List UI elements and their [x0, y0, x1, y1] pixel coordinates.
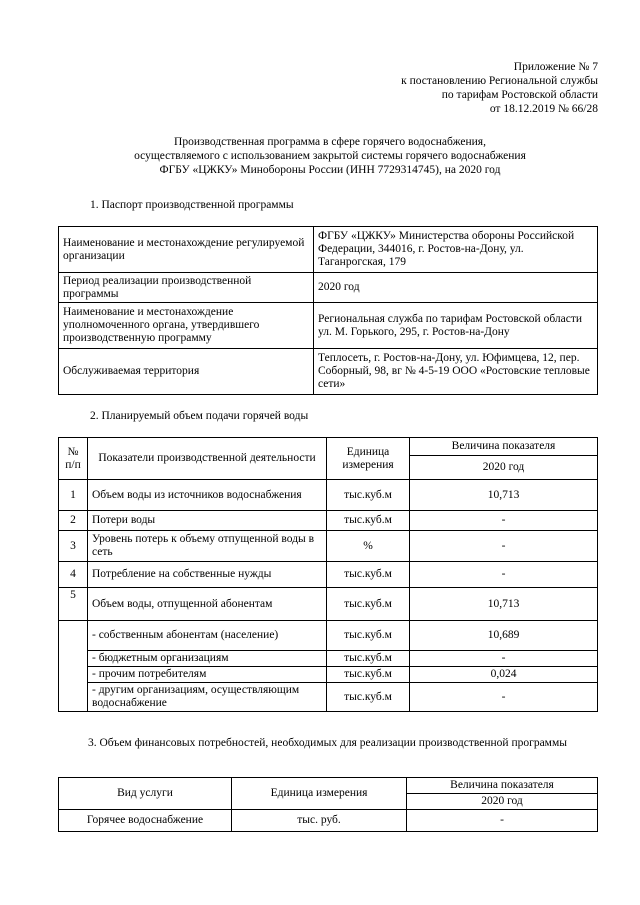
- row-unit: тыс.куб.м: [327, 588, 410, 621]
- row-unit: тыс.куб.м: [327, 562, 410, 588]
- financial-table: [58, 777, 598, 832]
- row-unit: тыс. руб.: [232, 810, 407, 832]
- row-value: -: [410, 511, 598, 531]
- row-num: 4: [59, 562, 88, 588]
- col-header-value: Величина показателя: [410, 438, 598, 456]
- row-num: 1: [59, 480, 88, 511]
- appendix-ref-line: к постановлению Региональной службы: [401, 75, 598, 87]
- row-value: 10,713: [410, 588, 598, 621]
- col-header-value: Величина показателя: [407, 778, 598, 794]
- row-name: - собственным абонентам (население): [88, 621, 327, 651]
- passport-label: Наименование и местонахождение регулируемой организации: [59, 227, 314, 273]
- row-unit: тыс.куб.м: [327, 651, 410, 667]
- row-value: 0,024: [410, 667, 598, 683]
- passport-value: ФГБУ «ЦЖКУ» Министерства обороны Российской Федерации, 344016, г. Ростов-на-Дону, ул. Таганрогская, 179: [314, 227, 598, 273]
- section3-heading: 3. Объем финансовых потребностей, необходимых для реализации производственной программы: [88, 737, 567, 749]
- document-title: [60, 135, 600, 177]
- row-value: -: [410, 531, 598, 562]
- row-unit: тыс.куб.м: [327, 511, 410, 531]
- row-num: 5: [59, 588, 88, 621]
- row-num: 3: [59, 531, 88, 562]
- row-unit: тыс.куб.м: [327, 667, 410, 683]
- row-unit: тыс.куб.м: [327, 683, 410, 712]
- row-value: 10,713: [410, 480, 598, 511]
- table-row: [59, 531, 598, 562]
- section2-heading: 2. Планируемый объем подачи горячей воды: [90, 410, 309, 422]
- row-service: Горячее водоснабжение: [59, 810, 232, 832]
- table-row: [59, 810, 598, 832]
- water-volume-table: [58, 437, 598, 712]
- col-header-service: Вид услуги: [59, 778, 232, 810]
- table-row: [59, 651, 598, 667]
- appendix-number: Приложение № 7: [513, 61, 598, 73]
- passport-label: Наименование и местонахождение уполномоченного органа, утвердившего производственную программу: [59, 303, 314, 349]
- table-row: [59, 480, 598, 511]
- passport-value: Теплосеть, г. Ростов-на-Дону, ул. Юфимцева, 12, пер. Соборный, 98, вг № 4-5-19 ООО «Ростовские тепловые сети»: [314, 349, 598, 395]
- row-name: - другим организациям, осуществляющим водоснабжение: [88, 683, 327, 712]
- title-line: осуществляемого с использованием закрытой системы горячего водоснабжения: [134, 150, 526, 162]
- row-unit: тыс.куб.м: [327, 621, 410, 651]
- row-name: Уровень потерь к объему отпущенной воды в сеть: [88, 531, 327, 562]
- row-name: Потери воды: [88, 511, 327, 531]
- title-line: ФГБУ «ЦЖКУ» Минобороны России (ИНН 7729314745), на 2020 год: [159, 164, 501, 176]
- table-header-row: [59, 778, 598, 794]
- appendix-date: от 18.12.2019 № 66/28: [489, 103, 598, 115]
- col-header-unit: Единица измерения: [232, 778, 407, 810]
- row-name: Потребление на собственные нужды: [88, 562, 327, 588]
- row-name: Объем воды, отпущенной абонентам: [88, 588, 327, 621]
- passport-label: Период реализации производственной программы: [59, 273, 314, 303]
- passport-value: Региональная служба по тарифам Ростовской области ул. М. Горького, 295, г. Ростов-на-Дону: [314, 303, 598, 349]
- table-row: [59, 511, 598, 531]
- row-value: -: [407, 810, 598, 832]
- col-header-num: № п/п: [59, 438, 88, 480]
- row-name: - бюджетным организациям: [88, 651, 327, 667]
- row-value: 10,689: [410, 621, 598, 651]
- title-line: Производственная программа в сфере горячего водоснабжения,: [174, 136, 486, 148]
- passport-value: 2020 год: [314, 273, 598, 303]
- col-header-year: 2020 год: [407, 794, 598, 810]
- table-row: [59, 349, 598, 395]
- appendix-ref-line: по тарифам Ростовской области: [441, 89, 598, 101]
- passport-label: Обслуживаемая территория: [59, 349, 314, 395]
- appendix-header: [401, 60, 598, 116]
- table-row: [59, 562, 598, 588]
- table-row: [59, 667, 598, 683]
- row-num: 2: [59, 511, 88, 531]
- row-name: Объем воды из источников водоснабжения: [88, 480, 327, 511]
- passport-table: [58, 226, 598, 395]
- table-row: [59, 273, 598, 303]
- row-unit: %: [327, 531, 410, 562]
- row-value: -: [410, 562, 598, 588]
- row-name: - прочим потребителям: [88, 667, 327, 683]
- row-unit: тыс.куб.м: [327, 480, 410, 511]
- table-row: [59, 588, 598, 621]
- table-row: [59, 621, 598, 651]
- table-row: [59, 227, 598, 273]
- table-row: [59, 303, 598, 349]
- row-value: -: [410, 683, 598, 712]
- table-row: [59, 683, 598, 712]
- col-header-unit: Единица измерения: [327, 438, 410, 480]
- table-header-row: [59, 438, 598, 456]
- section1-heading: 1. Паспорт производственной программы: [90, 199, 294, 211]
- row-num: [59, 621, 88, 712]
- col-header-year: 2020 год: [410, 456, 598, 480]
- col-header-indicator: Показатели производственной деятельности: [88, 438, 327, 480]
- row-value: -: [410, 651, 598, 667]
